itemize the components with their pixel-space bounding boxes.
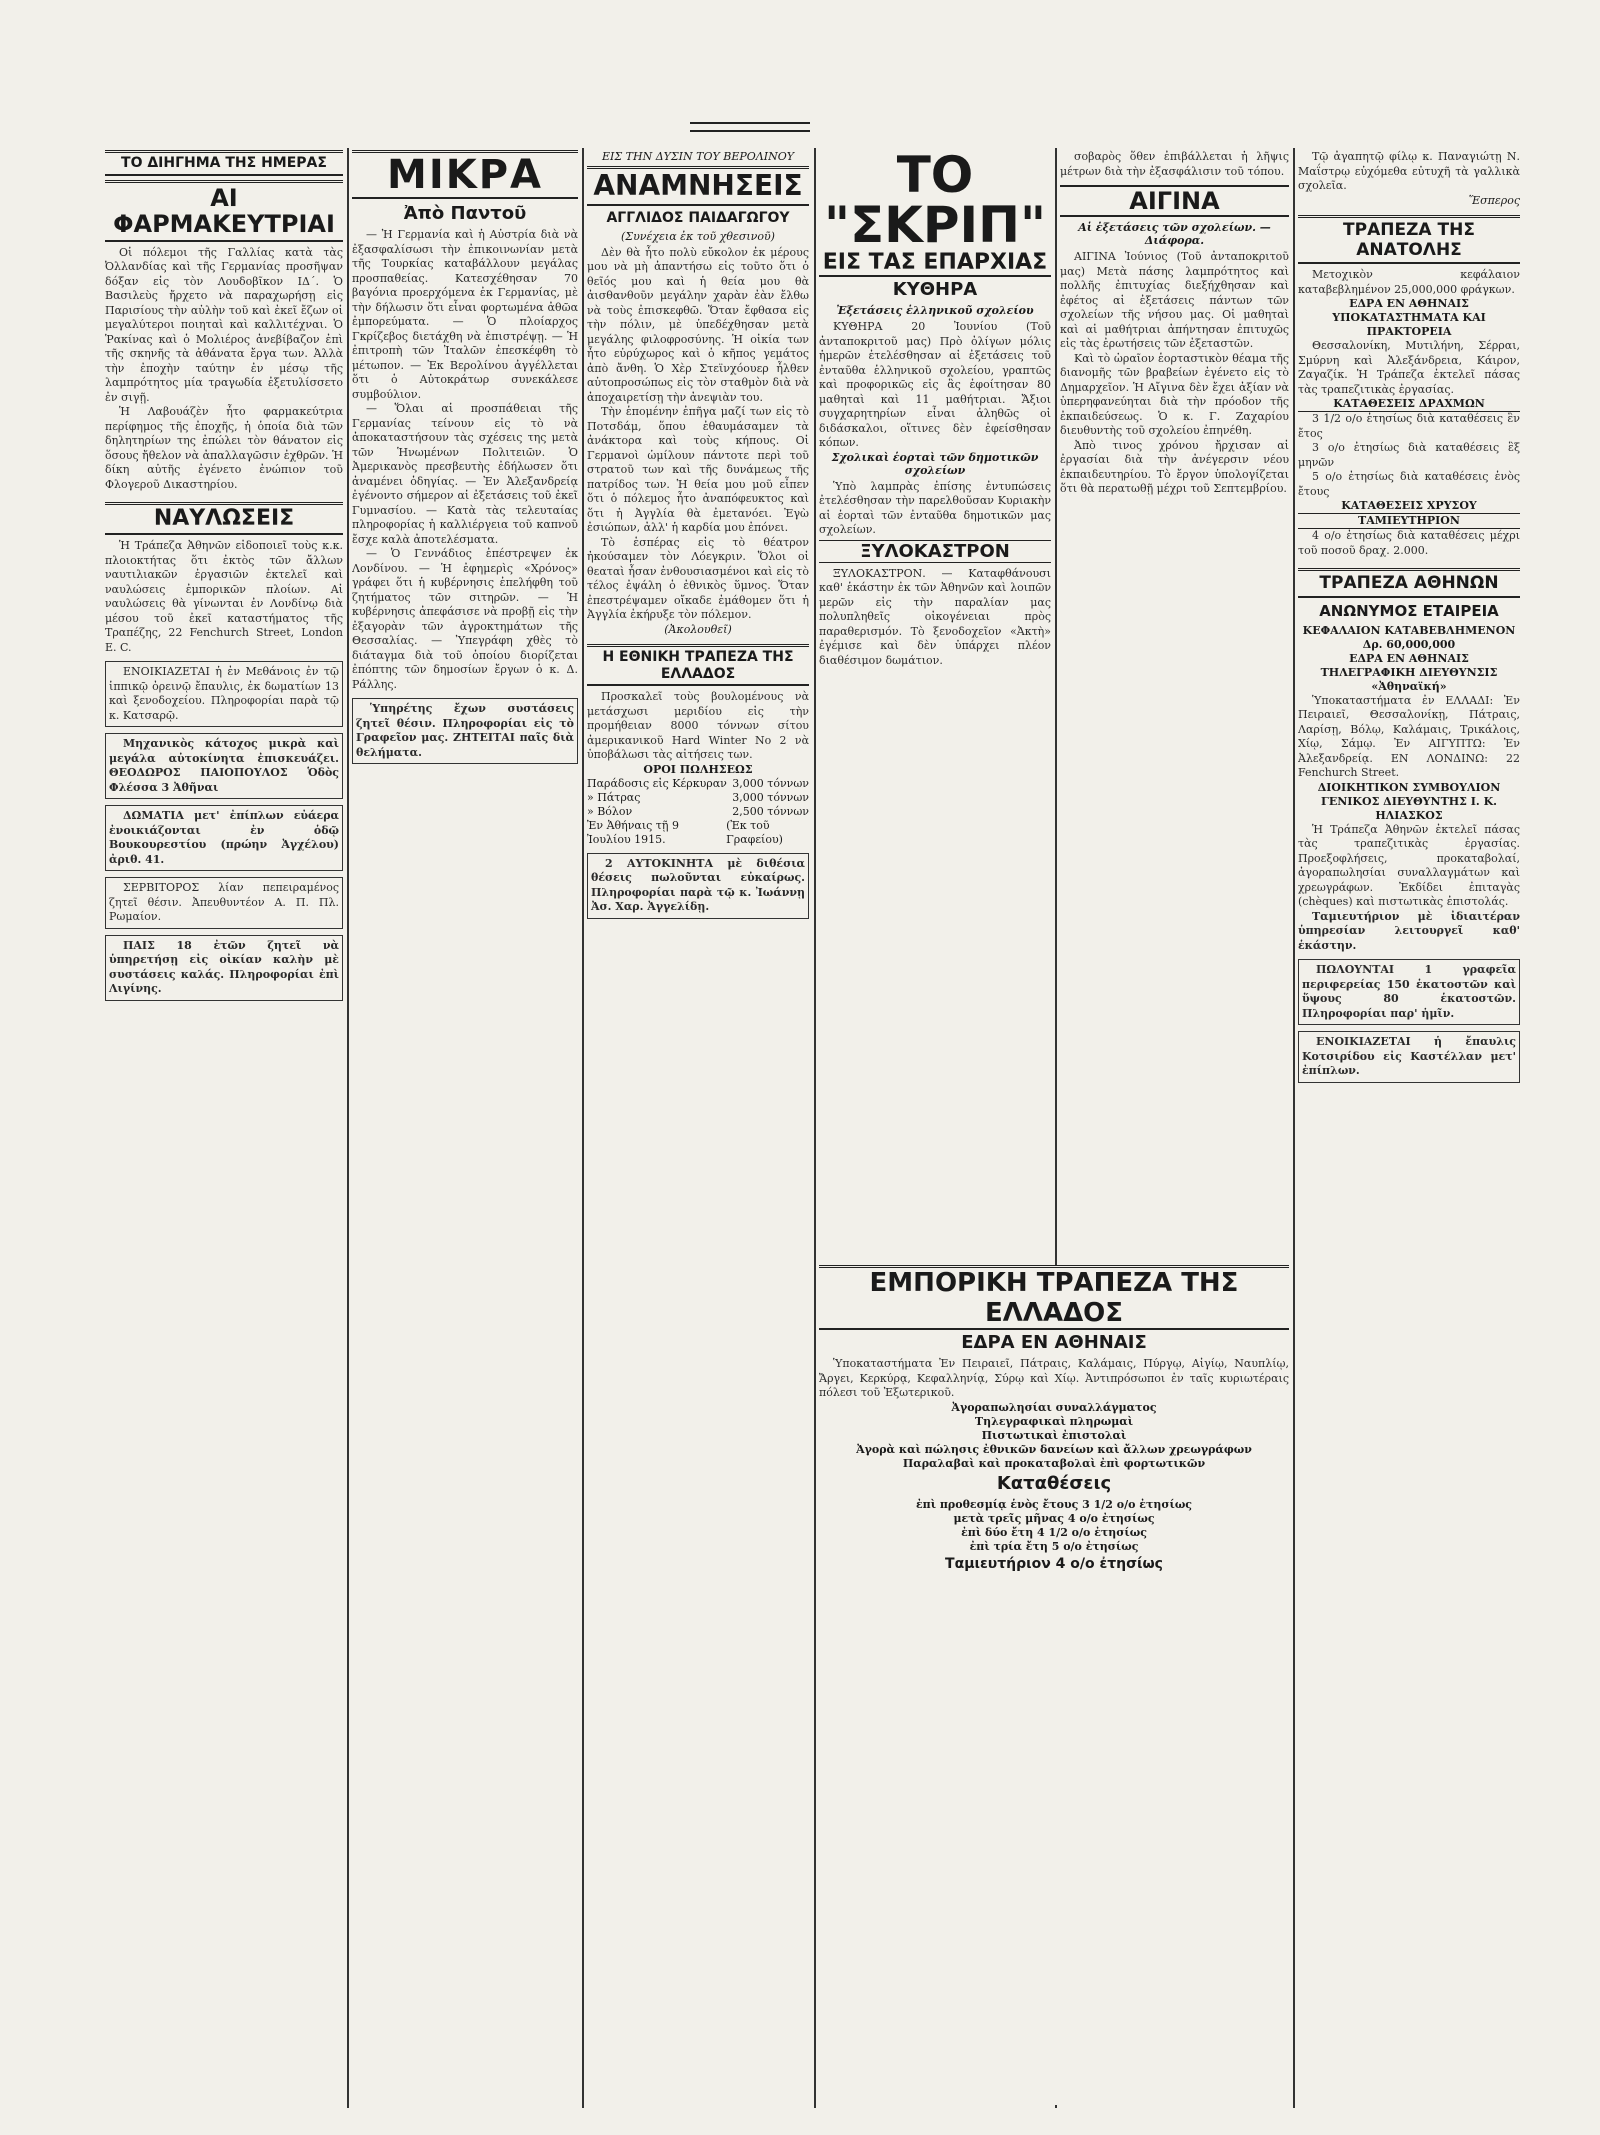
column-story <box>105 150 343 2110</box>
memoirs-body-2: Τὴν ἑπομένην ἐπῆγα μαζί των εἰς τὸ Ποτσδάμ, ὅπου ἐθαυμάσαμεν τὰ ἀνάκτορα καὶ τοὺς κήπους. Οἱ Γερμανοὶ ὡμίλουν πάντοτε περὶ τοῦ στρατοῦ των καὶ τῆς δυνάμεως τῆς πατρίδος των. Ἡ θεία μου μοῦ εἶπεν ὅτι ὁ πόλεμος ἦτο ἀναπόφευκτος καὶ ὅτι ἡ Ἀγγλία θὰ ἐμετανόει. Ἐγὼ ἐσιώπων, ἀλλ' ἡ καρδία μου ἐπόνει. <box>587 405 809 535</box>
shipping-title: ΝΑΥΛΩΣΕΙΣ <box>105 502 343 535</box>
ad-text: 2 ΑΥΤΟΚΙΝΗΤΑ μὲ διθέσια θέσεις πωλοῦνται εὐκαίρως. Πληροφορίαι παρὰ τῷ κ. Ἰωάννῃ Ἀσ. Χαρ. Ἀγγελίδῃ. <box>591 856 805 914</box>
terms-place: » Βόλον <box>587 804 633 818</box>
classified-ad <box>105 733 343 799</box>
memoirs-note: (Συνέχεια ἐκ τοῦ χθεσινοῦ) <box>621 229 775 243</box>
classified-ad <box>587 853 809 919</box>
terms-qty: 2,500 τόννων <box>732 804 809 818</box>
commercial-bank-body: Ὑποκαταστήματα Ἐν Πειραιεῖ, Πάτραις, Καλάμαις, Πύργῳ, Αἰγίῳ, Ναυπλίῳ, Ἄργει, Κερκύρᾳ, Κεφαλληνίᾳ, Σύρῳ καὶ Χίῳ. Ἀντιπρόσωποι ἐν ταῖς κυριωτέραις πόλεσι τοῦ Ἐξωτερικοῦ. <box>819 1357 1289 1399</box>
savings-title: ΤΑΜΙΕΥΤΗΡΙΟΝ <box>1298 514 1520 529</box>
savings-body: 4 ο/ο ἐτησίως διὰ καταθέσεις μέχρι τοῦ ποσοῦ δραχ. 2.000. <box>1298 529 1520 557</box>
classified-ad <box>105 661 343 727</box>
commercial-bank-title: ΕΜΠΟΡΙΚΗ ΤΡΑΠΕΖΑ ΤΗΣ ΕΛΛΑΔΟΣ <box>819 1265 1289 1330</box>
skrip-subtitle: ΕΙΣ ΤΑΣ ΕΠΑΡΧΙΑΣ <box>819 250 1051 277</box>
bank-service: Παραλαβαὶ καὶ προκαταβολαὶ ἐπὶ φορτωτικῶν <box>902 1456 1206 1470</box>
ad-text: ΠΩΛΟΥΝΤΑΙ 1 γραφεῖα περιφερείας 150 ἑκατοστῶν καὶ ὕψους 80 ἑκατοστῶν. Πληροφορίαι παρ' ἡμῖν. <box>1302 963 1516 1020</box>
deposit-rate: ἐπὶ προθεσμίᾳ ἑνὸς ἔτους 3 1/2 ο/ο ἐτησίως <box>915 1497 1192 1511</box>
anatolia-branches: ΥΠΟΚΑΤΑΣΤΗΜΑΤΑ ΚΑΙ ΠΡΑΚΤΟΡΕΙΑ <box>1332 311 1486 339</box>
ad-text: ΣΕΡΒΙΤΟΡΟΣ λίαν πεπειραμένος ζητεῖ θέσιν. Ἀπευθυντέον Α. Π. Πλ. Ρωμαίον. <box>109 881 339 924</box>
athens-bank-board: ΔΙΟΙΚΗΤΙΚΟΝ ΣΥΜΒΟΥΛΙΟΝ <box>1317 780 1501 794</box>
place-subheading: Αἱ ἐξετάσεις τῶν σχολείων. — Διάφορα. <box>1078 221 1271 247</box>
place-subheading: Σχολικαὶ ἑορταὶ τῶν δημοτικῶν σχολείων <box>831 450 1039 477</box>
provinces-body-3: ΞΥΛΟΚΑΣΤΡΟΝ. — Καταφθάνουσι καθ' ἑκάστην ἐκ τῶν Ἀθηνῶν καὶ λοιπῶν μερῶν εἰς τὴν παραλίαν μας πολυπληθεῖς οἰκογένειαι πρὸς παραθερισμόν. Τὸ ξενοδοχεῖον «Ἀκτὴ» ἐγέμισε καὶ δὲν ὑπάρχει πλέον διαθέσιμον δωμάτιον. <box>819 566 1051 667</box>
anatolia-capital: Μετοχικὸν κεφάλαιον καταβεβλημένον 25,000,000 φράγκων. <box>1298 268 1520 296</box>
place-heading: ΑΙΓΙΝΑ <box>1060 185 1289 217</box>
classified-ad <box>1298 959 1520 1025</box>
deposit-rate: ἐπὶ δύο ἔτη 4 1/2 ο/ο ἐτησίως <box>961 1525 1147 1539</box>
terms-signature: (Ἐκ τοῦ Γραφείου) <box>726 818 783 846</box>
story-body: Οἱ πόλεμοι τῆς Γαλλίας κατὰ τὰς Ὀλλανδίας καὶ τῆς Γερμανίας προσῆψαν δόξαν εἰς τὸν Λουδοβῖκον ΙΔ΄. Ὁ Βασιλεὺς ἤρχετο νὰ παραχωρήσῃ εἰς Παρισίους τὴν αὐλὴν τοῦ καὶ ἐκεῖ ἔζων οἱ μεγαλύτεροι ποιηταὶ καὶ καλλιτέχναι. Ὁ Ῥακίνας καὶ ὁ Μολιέρος ἀνεβίβαζον ἐπὶ τῆς σκηνῆς τὰ ἀθάνατα ἔργα των. Ἀλλὰ τὴν ἐποχὴν ταύτην ἐν μέσῳ τῆς λαμπρότητος μία τραγωδία ἐξετυλίσσετο ἐν σιγῇ. <box>105 245 343 404</box>
aigina-lead: σοβαρὸς ὅθεν ἐπιβάλλεται ἡ λῆψις μέτρων διὰ τὴν ἐξασφάλισιν τοῦ τόπου. <box>1060 150 1289 178</box>
mikra-body-2: — Ὅλαι αἱ προσπάθειαι τῆς Γερμανίας τείνουν εἰς τὸ νὰ ἀποκαταστήσουν τὰς σχέσεις της μετὰ τῶν Ἡνωμένων Πολιτειῶν. Ὁ Ἀμερικανὸς πρεσβευτὴς ἐδήλωσεν ὅτι ἀναμένει ὁδηγίας. — Ἐν Ἀλεξανδρείᾳ ἐγένοντο σήμερον αἱ ἐξετάσεις τοῦ ἐκεῖ Γυμνασίου. — Κατὰ τὰς τελευταίας πληροφορίας ἡ καλλιέργεια τοῦ καπνοῦ ἔσχε καλὰ ἀποτελέσματα. <box>352 402 578 546</box>
aigina-body: ΑΙΓΙΝΑ Ἰούνιος (Τοῦ ἀνταποκριτοῦ μας) Μετὰ πάσης λαμπρότητος καὶ πολλῆς ἐπιτυχίας διεξήχθησαν καὶ ἐφέτος αἱ ἐξετάσεις πάντων τῶν σχολείων τῆς νήσου μας. Οἱ μαθηταὶ καὶ αἱ μαθήτριαι ἀπήντησαν ἐπιτυχῶς εἰς τὰς ἐρωτήσεις τῶν ἐξεταστῶν. <box>1060 250 1289 350</box>
athens-bank-body-3: Ταμιευτήριον μὲ ἰδιαιτέραν ὑπηρεσίαν λειτουργεῖ καθ' ἑκάστην. <box>1298 909 1520 952</box>
shipping-body: Ἡ Τράπεζα Ἀθηνῶν εἰδοποιεῖ τοὺς κ.κ. πλοιοκτήτας ὅτι ἐκτὸς τῶν ἄλλων ναυτιλιακῶν ἐργασιῶν ἐκτελεῖ καὶ ναυλώσεις ἐμπορικῶν πλοίων. Αἱ ναυλώσεις θὰ γίνωνται ἐν Λονδίνῳ διὰ μέσου τοῦ ἐκεῖ καταστήματος τῆς Τραπέζης, 22 Fenchurch Street, London E. C. <box>105 539 343 654</box>
classified-ad <box>105 935 343 1001</box>
gold-deposits-title: ΚΑΤΑΘΕΣΕΙΣ ΧΡΥΣΟΥ <box>1298 499 1520 514</box>
ad-text: ΔΩΜΑΤΙΑ μετ' ἐπίπλων εὐάερα ἐνοικιάζονται ἐν ὁδῷ Βουκουρεστίου (πρώην Ἀγχέλου) ἀριθ. 41. <box>109 809 339 866</box>
deposit-rate: 3 1/2 ο/ο ἐτησίως διὰ καταθέσεις ἓν ἔτος <box>1298 412 1520 440</box>
athens-bank-seat: ΕΔΡΑ ΕΝ ΑΘΗΝΑΙΣ <box>1349 651 1469 665</box>
national-bank-body: Προσκαλεῖ τοὺς βουλομένους νὰ μετάσχωσι μεριδίου εἰς τὴν προμήθειαν 8000 τόννων σίτου ἀμερικανικοῦ Hard Winter No 2 νὰ ὑποβάλωσι τὰς αἰτήσεις των. <box>587 690 809 762</box>
column-mikra <box>352 150 578 2110</box>
deposits-title: ΚΑΤΑΘΕΣΕΙΣ ΔΡΑΧΜΩΝ <box>1298 397 1520 412</box>
memoirs-title: ΑΝΑΜΝΗΣΕΙΣ <box>587 166 809 206</box>
header-ornament <box>690 122 810 132</box>
place-heading: ΞΥΛΟΚΑΣΤΡΟΝ <box>819 540 1051 563</box>
column-memoirs <box>587 150 809 2110</box>
memoirs-subtitle: ΑΓΓΛΙΔΟΣ ΠΑΙΔΑΓΩΓΟΥ <box>606 209 790 226</box>
mikra-body: — Ἡ Γερμανία καὶ ἡ Αὐστρία διὰ νὰ ἐξασφαλίσωσι τὴν ἐπικοινωνίαν μετὰ τῆς Τουρκίας καταβάλλουν μεγάλας προσπαθείας. Κατεσχέθησαν 70 βαγόνια προερχόμενα ἐκ Γερμανίας, μὲ τὴν δήλωσιν ὅτι εἶναι φορτωμένα ἀθῶα ἐμπορεύματα. — Ὁ πλοίαρχος Γκρίζεβος διετάχθη νὰ ἐπιστρέψῃ. — Ἡ ἐπιτροπὴ τῶν Ἰταλῶν ἐπεσκέφθη τὸ μέτωπον. — Ἐκ Βερολίνου ἀγγέλλεται ὅτι ὁ Αὐτοκράτωρ συνεκάλεσε συμβούλιον. <box>352 228 578 401</box>
deposit-rate: 3 ο/ο ἐτησίως διὰ καταθέσεις ἓξ μηνῶν <box>1298 441 1520 469</box>
place-subheading: Ἐξετάσεις ἑλληνικοῦ σχολείου <box>836 304 1034 317</box>
bank-service: Ἀγορὰ καὶ πώλησις ἐθνικῶν δανείων καὶ ἄλλων χρεωγράφων <box>856 1442 1252 1456</box>
column-rule <box>1293 148 1295 2108</box>
ad-text: ΠΑΙΣ 18 ἐτῶν ζητεῖ νὰ ὑπηρετήσῃ εἰς οἰκίαν καλὴν μὲ συστάσεις καλάς. Πληροφορίαι ἐπὶ Λιγίνης. <box>109 938 339 996</box>
column-rule <box>814 148 816 2108</box>
greeting-text: Τῷ ἀγαπητῷ φίλῳ κ. Παναγιώτῃ Ν. Μαΐστρῳ εὐχόμεθα εὐτυχῆ τὰ γαλλικὰ σχολεῖα. <box>1298 150 1520 192</box>
story-title: ΑΙ ΦΑΡΜΑΚΕΥΤΡΙΑΙ <box>105 180 343 242</box>
athens-bank-body: Ὑποκαταστήματα ἐν ΕΛΛΑΔΙ: Ἐν Πειραιεῖ, Θεσσαλονίκῃ, Πάτραις, Λαρίσῃ, Βόλῳ, Καλάμαις, Τρικάλοις, Χίῳ, Σάμῳ. Ἐν ΑΙΓΥΠΤΩ: Ἐν Ἀλεξανδρείᾳ. ΕΝ ΛΟΝΔΙΝΩ: 22 Fenchurch Street. <box>1298 693 1520 780</box>
deposit-rate: μετὰ τρεῖς μῆνας 4 ο/ο ἐτησίως <box>953 1511 1155 1525</box>
column-aigina <box>1060 150 1289 1250</box>
story-body-2: Ἡ Λαβουάζὲν ἦτο φαρμακεύτρια περίφημος τῆς ἐποχῆς, ἡ ὁποία διὰ τῶν δηλητηρίων της ἐπώλει τὸν θάνατον εἰς ὅσους ἤθελον νὰ ἀπαλλαγῶσιν ἐχθρῶν. Ἡ δίκη αὐτῆς ἐγένετο ἐνώπιον τοῦ Φλογεροῦ Δικαστηρίου. <box>105 405 343 491</box>
ad-text: ΕΝΟΙΚΙΑΖΕΤΑΙ ἡ ἔπαυλις Κοτσιρίδου εἰς Καστέλλαν μετ' ἐπίπλων. <box>1302 1035 1516 1078</box>
classified-ad <box>105 877 343 929</box>
savings-line: Ταμιευτήριον 4 ο/ο ἐτησίως <box>945 1555 1163 1572</box>
ad-text: ΕΝΟΙΚΙΑΖΕΤΑΙ ἡ ἐν Μεθάνοις ἐν τῷ ἱππικῷ ὀρεινῷ ἔπαυλις, ἐκ δωματίων 13 καὶ ξενοδοχείου. Πληροφορίαι παρὰ τῷ κ. Κατσαρῷ. <box>109 665 339 722</box>
provinces-body-2: Ὑπὸ λαμπρὰς ἐπίσης ἐντυπώσεις ἐτελέσθησαν τὴν παρελθοῦσαν Κυριακὴν αἱ ἑορταὶ τῶν ἐνταῦθα δημοτικῶν μας σχολείων. <box>819 479 1051 536</box>
greeting-signature: Ἕσπερος <box>1468 193 1520 207</box>
classified-ad <box>105 805 343 871</box>
athens-bank-body-2: Ἡ Τράπεζα Ἀθηνῶν ἐκτελεῖ πάσας τὰς τραπεζιτικὰς ἐργασίας. Προεξοφλήσεις, προκαταβολαί, ἀγοραπωλησίαι συναλλαγμάτων καὶ χρεωγράφων. Ἐκδίδει ἐπιταγὰς (chèques) καὶ πιστωτικὰς ἐπιστολάς. <box>1298 822 1520 909</box>
classified-ad <box>352 698 578 764</box>
memoirs-body-3: Τὸ ἑσπέρας εἰς τὸ θέατρον ἠκούσαμεν τὸν Λόεγκριν. Ὅλοι οἱ θεαταὶ ἦσαν ἐνθουσιασμένοι καὶ εἰς τὸ τέλος ἐψάλη ὁ ἐθνικὸς ὕμνος. Ὅταν ἐπεστρέψαμεν οἴκαδε ἐμάθομεν ὅτι ἡ Ἀγγλία ἐκήρυξε τὸν πόλεμον. <box>587 535 809 622</box>
section-label: ΤΟ ΔΙΗΓΗΜΑ ΤΗΣ ΗΜΕΡΑΣ <box>105 150 343 176</box>
ad-text: Ὑπηρέτης ἔχων συστάσεις ζητεῖ θέσιν. Πληροφορίαι εἰς τὸ Γραφεῖον μας. ΖΗΤΕΙΤΑΙ παῖς διὰ θελήματα. <box>356 702 574 759</box>
column-rule <box>347 148 349 2108</box>
terms-place: » Πάτρας <box>587 790 641 804</box>
provinces-body: ΚΥΘΗΡΑ 20 Ἰουνίου (Τοῦ ἀνταποκριτοῦ μας) Πρὸ ὀλίγων μόλις ἡμερῶν ἐτελέσθησαν αἱ ἐξετάσεις τοῦ ἐνταῦθα ἑλληνικοῦ σχολείου, γραπτῶς καὶ προφορικῶς εἰς ἃς ἐφοίτησαν 80 μαθηταὶ καὶ 11 μαθήτριαι. Ἄξιοι συγχαρητηρίων εἶναι ἀληθῶς οἱ διδάσκαλοι, οἵτινες δὲν ἐφείσθησαν κόπων. <box>819 320 1051 449</box>
anatolia-body: Θεσσαλονίκη, Μυτιλήνη, Σέρραι, Σμύρνη καὶ Ἀλεξάνδρεια, Κάιρον, Ζαγαζίκ. Ἡ Τράπεζα ἐκτελεῖ πάσας τὰς τραπεζιτικὰς ἐργασίας. <box>1298 339 1520 396</box>
deposits-title: Καταθέσεις <box>996 1472 1112 1494</box>
athens-bank-capital: ΚΕΦΑΛΑΙΟΝ ΚΑΤΑΒΕΒΛΗΜΕΝΟΝ Δρ. 60,000,000 <box>1302 623 1516 651</box>
terms-title: ΟΡΟΙ ΠΩΛΗΣΕΩΣ <box>643 762 753 776</box>
terms-row <box>587 805 809 819</box>
mikra-subtitle: Ἀπὸ Παντοῦ <box>403 203 527 224</box>
commercial-bank-seat: ΕΔΡΑ ΕΝ ΑΘΗΝΑΙΣ <box>961 1332 1147 1353</box>
aigina-body-3: Ἀπὸ τινος χρόνου ἤρχισαν αἱ ἐργασίαι διὰ τὴν ἀνέγερσιν νέου ἐκπαιδευτηρίου. Τὸ ἔργον ὑπολογίζεται ὅτι θὰ περατωθῇ μέχρι τοῦ Σεπτεμβρίου. <box>1060 438 1289 495</box>
terms-row <box>587 791 809 805</box>
terms-qty: 3,000 τόννων <box>732 776 809 790</box>
ad-text: Μηχανικὸς κάτοχος μικρὰ καὶ μεγάλα αὐτοκίνητα ἐπισκευάζει. ΘΕΟΔΩΡΟΣ ΠΑΙΟΠΟΥΛΟΣ Ὁδὸς Φλέσσα 3 Ἀθῆναι <box>109 737 339 794</box>
column-rule <box>582 148 584 2108</box>
memoirs-body: Δὲν θὰ ἦτο πολὺ εὔκολον ἐκ μέρους μου νὰ μὴ ἀπαντήσω εἰς τοῦτο ὅτι ὁ θεῖός μου καὶ ἡ θεία μου θὰ ἀισθανθοῦν μεγάλην χαρὰν ἐὰν ἔλθω νὰ τοὺς ἐπισκεφθῶ. Ὅταν ἔφθασα εἰς τὴν πόλιν, μὲ ὑπεδέχθησαν μετὰ μεγάλης φιλοφροσύνης. Ἡ οἰκία των ἦτο εὐρύχωρος καὶ ὁ κῆπος γεμάτος ἀπὸ ἄνθη. Ὁ Χὲρ Στεϊνχόουερ ἦλθεν αὐτοπροσώπως εἰς τὸν σταθμὸν διὰ νὰ ἀποχαιρετίσῃ τὴν ἀνεψιὰν του. <box>587 245 809 404</box>
continued-note: (Ἀκολουθεῖ) <box>664 622 732 636</box>
mikra-title: ΜΙΚΡΑ <box>352 150 578 199</box>
memoirs-kicker: ΕΙΣ ΤΗΝ ΔΥΣΙΝ ΤΟΥ ΒΕΡΟΛΙΝΟΥ <box>602 150 794 163</box>
deposit-rate: 5 ο/ο ἐτησίως διὰ καταθέσεις ἑνὸς ἔτους <box>1298 470 1520 498</box>
mikra-body-3: — Ὁ Γεννάδιος ἐπέστρεψεν ἐκ Λονδίνου. — Ἡ ἐφημερὶς «Χρόνος» γράφει ὅτι ἡ κυβέρνησις ἐπελήφθη τοῦ ζητήματος τῶν σιτηρῶν. — Ἡ κυβέρνησις ἀπεφάσισε νὰ προβῇ εἰς τὴν ἐξαγορὰν τῶν ἀγροκτημάτων τῆς Θεσσαλίας. — Ὑπεγράφη χθὲς τὸ διάταγμα διὰ τοῦ ὁποίου διορίζεται ἐπόπτης τῶν δημοσίων ἔργων ὁ κ. Δ. Ράλλης. <box>352 547 578 691</box>
terms-row <box>587 777 809 791</box>
anatolia-bank-title: ΤΡΑΠΕΖΑ ΤΗΣ ΑΝΑΤΟΛΗΣ <box>1298 215 1520 265</box>
terms-footer <box>587 819 809 847</box>
terms-place: Παράδοσις εἰς Κέρκυραν <box>587 776 727 790</box>
anatolia-seat: ΕΔΡΑ ΕΝ ΑΘΗΝΑΙΣ <box>1349 297 1469 311</box>
aigina-body-2: Καὶ τὸ ὡραῖον ἑορταστικὸν θέαμα τῆς διανομῆς τῶν βραβείων ἐγένετο εἰς τὸ Δημαρχεῖον. Ἡ Αἴγινα δὲν ἔχει ἀξίαν νὰ ὑπερηφανεύηται διὰ τὴν πρόοδον τῆς ἐκπαιδεύσεως. Ὁ κ. Γ. Ζαχαρίου διευθυντὴς τοῦ σχολείου ἐπηνέθη. <box>1060 351 1289 437</box>
bank-service: Πιστωτικαὶ ἐπιστολαὶ <box>981 1428 1127 1442</box>
bank-service: Ἀγοραπωλησίαι συναλλάγματος <box>951 1400 1157 1414</box>
terms-qty: 3,000 τόννων <box>732 790 809 804</box>
athens-bank-telegraph: ΤΗΛΕΓΡΑΦΙΚΗ ΔΙΕΥΘΥΝΣΙΣ «Ἀθηναϊκή» <box>1320 665 1498 693</box>
bank-service: Τηλεγραφικαὶ πληρωμαὶ <box>974 1414 1134 1428</box>
athens-bank-subtitle: ΑΝΩΝΥΜΟΣ ΕΤΑΙΡΕΙΑ <box>1319 601 1499 620</box>
athens-bank-director: ΓΕΝΙΚΟΣ ΔΙΕΥΘΥΝΤΗΣ Ι. Κ. ΗΛΙΑΣΚΟΣ <box>1321 794 1497 822</box>
commercial-bank-ad <box>819 1265 1289 2105</box>
deposit-rate: ἐπὶ τρία ἔτη 5 ο/ο ἐτησίως <box>969 1539 1139 1553</box>
column-banks <box>1298 150 1520 2110</box>
skrip-title: ΤΟ "ΣΚΡΙΠ" <box>823 150 1047 254</box>
terms-date: Ἐν Ἀθήναις τῇ 9 Ἰουλίου 1915. <box>587 818 679 846</box>
page-header <box>0 0 1600 130</box>
national-bank-title: Η ΕΘΝΙΚΗ ΤΡΑΠΕΖΑ ΤΗΣ ΕΛΛΑΔΟΣ <box>587 644 809 687</box>
athens-bank-title: ΤΡΑΠΕΖΑ ΑΘΗΝΩΝ <box>1298 568 1520 597</box>
classified-ad <box>1298 1031 1520 1083</box>
place-heading: ΚΥΘΗΡΑ <box>892 279 978 300</box>
